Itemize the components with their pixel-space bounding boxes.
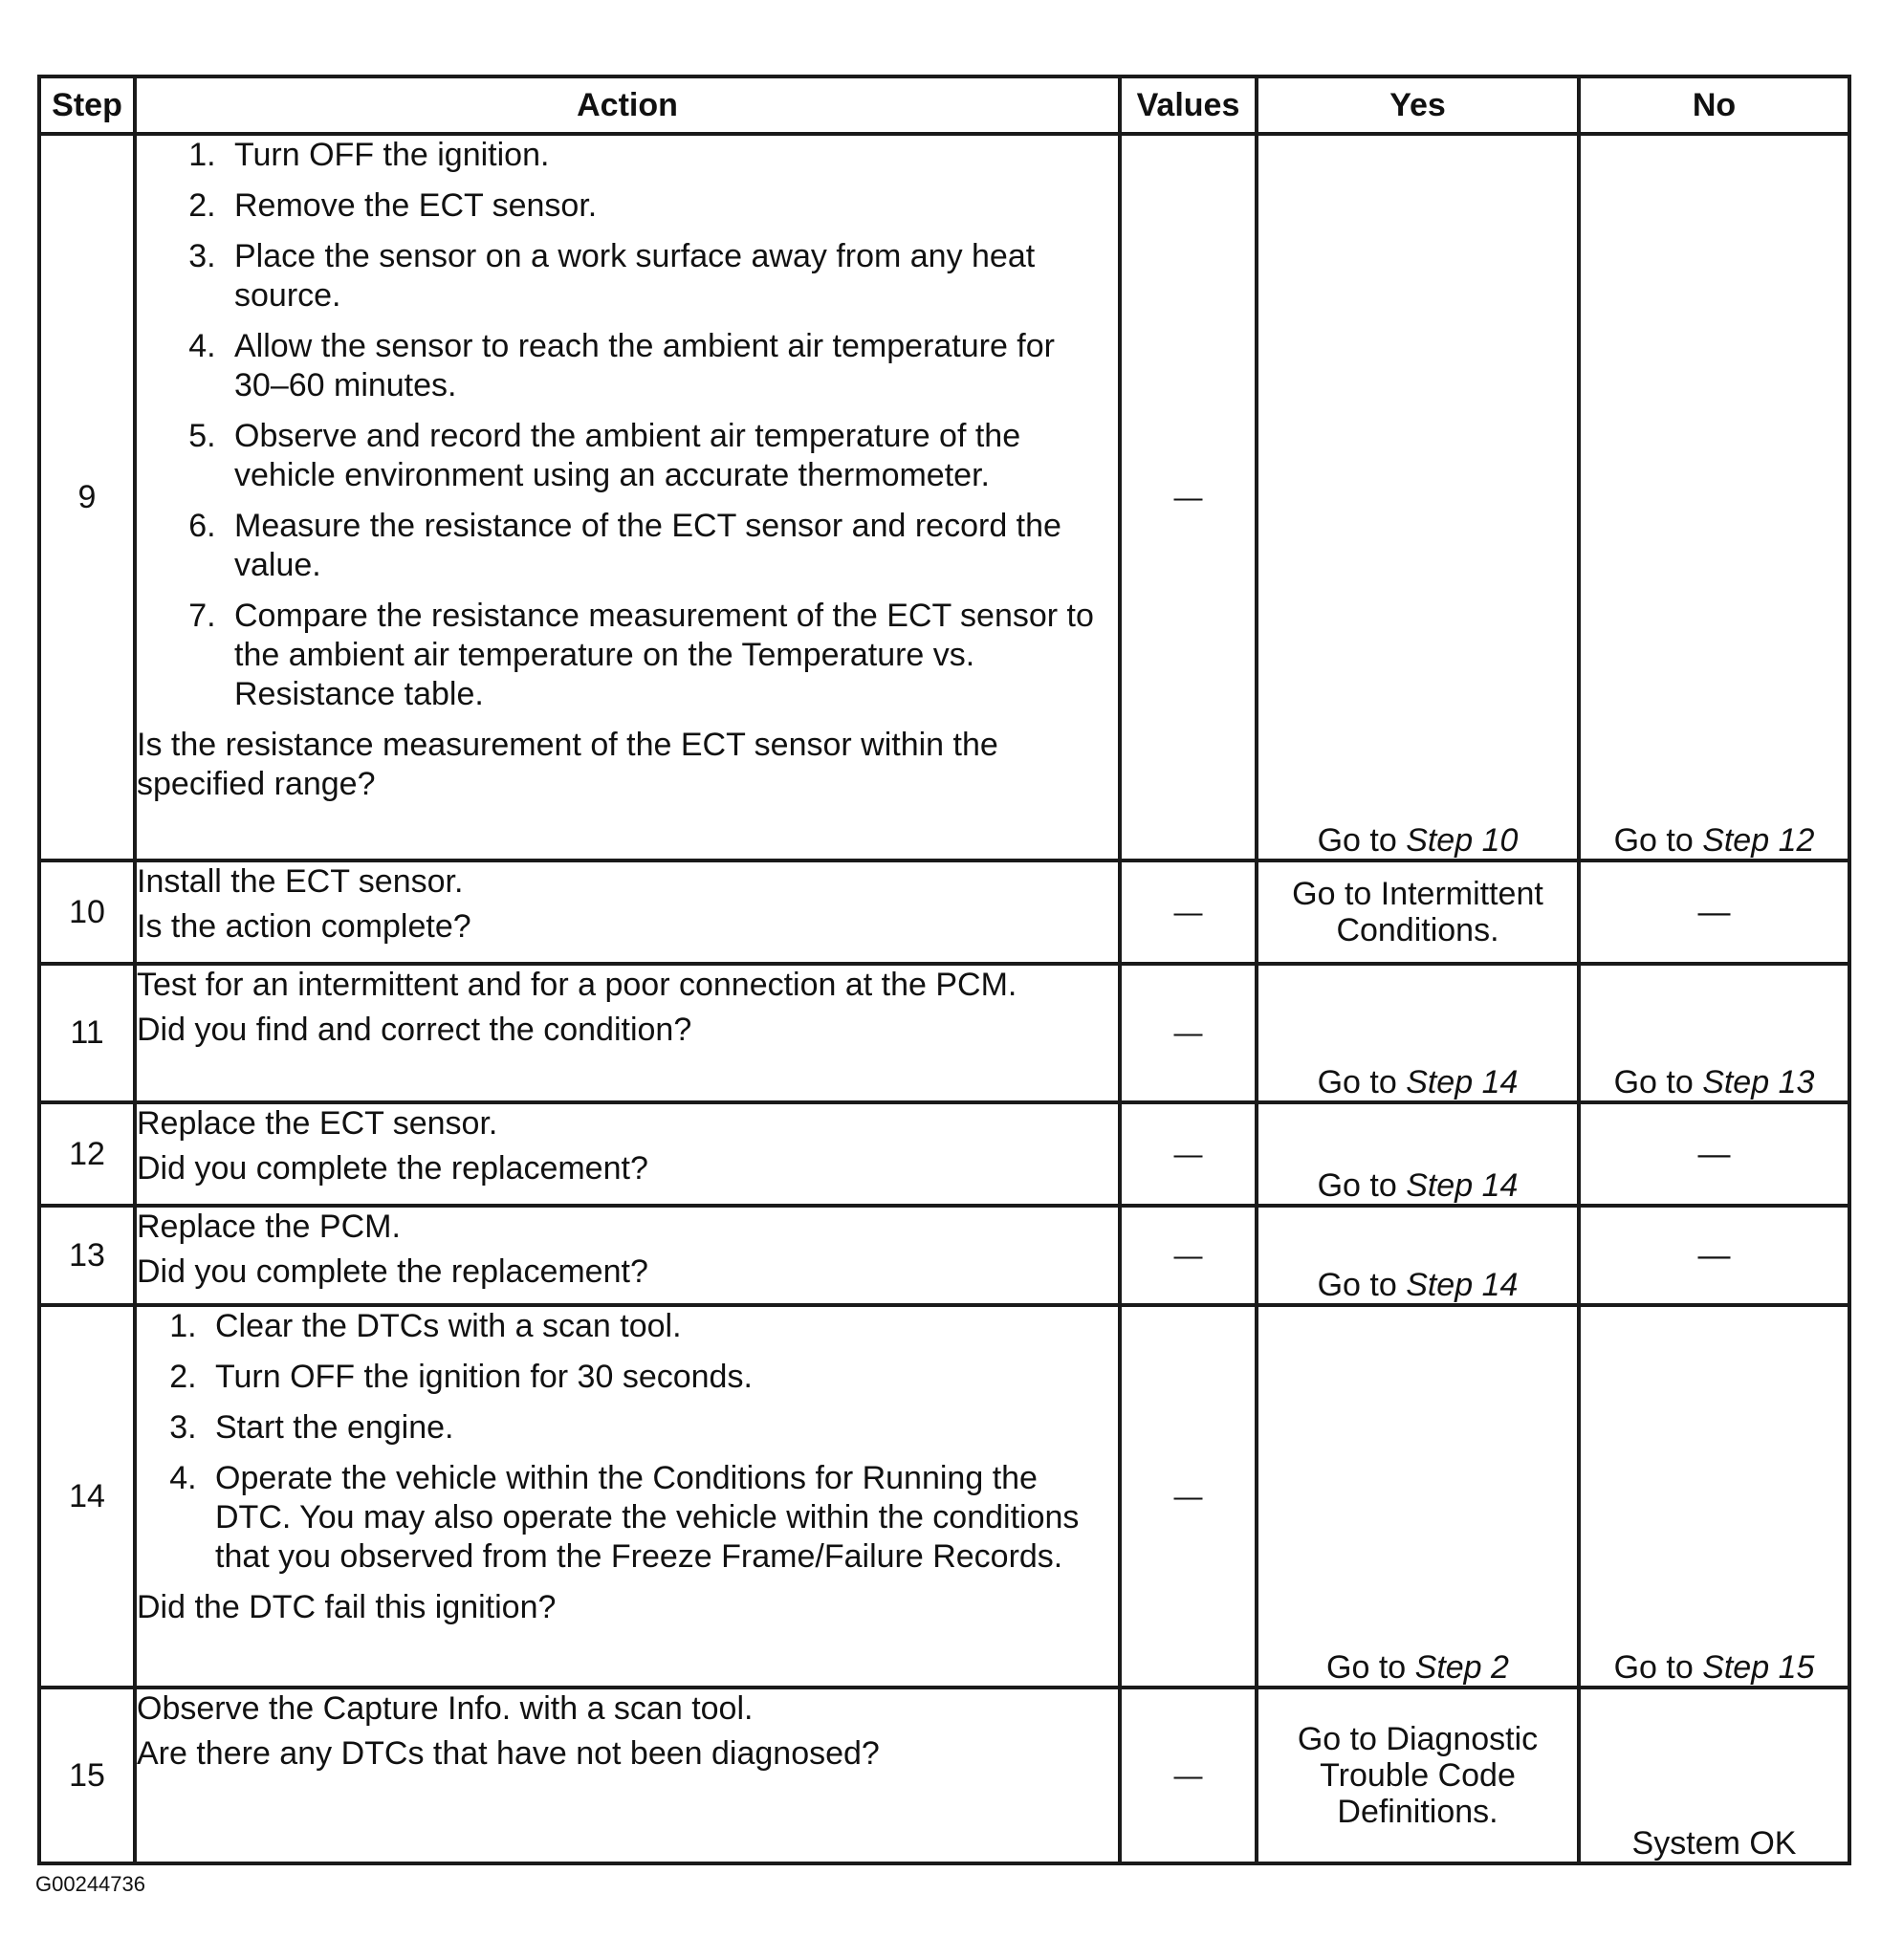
action-text: Test for an intermittent and for a poor connection at the PCM. [137, 967, 1017, 1003]
no-cell: System OK [1579, 1688, 1849, 1863]
step-reference: Step 15 [1702, 1649, 1815, 1686]
table-row [39, 860, 1849, 964]
go-to-prefix: Go to [1613, 1064, 1703, 1100]
question: Did you complete the replacement? [137, 1253, 648, 1290]
go-to-prefix: Go to [1326, 1649, 1415, 1686]
step-reference: Step 14 [1406, 1064, 1519, 1100]
table-row [39, 134, 1849, 860]
list-item: 1. Turn OFF the ignition. [225, 136, 1118, 175]
list-item: 6. Measure the resistance of the ECT sensor and record the value. [225, 507, 1118, 585]
no-cell: — [1579, 1206, 1849, 1305]
step-reference: Step 14 [1406, 1167, 1519, 1204]
table-row [39, 1206, 1849, 1305]
list-item: 1. Clear the DTCs with a scan tool. [206, 1307, 1118, 1346]
yes-cell [1257, 1102, 1579, 1206]
no-cell [1579, 964, 1849, 1102]
header-values: Values [1120, 76, 1257, 134]
action-text: Observe the Capture Info. with a scan tool. [137, 1690, 754, 1727]
question: Is the action complete? [137, 908, 471, 945]
yes-cell: Go to Intermittent Conditions. [1257, 860, 1579, 964]
list-item: 7. Compare the resistance measurement of the ECT sensor to the ambient air temperature on the Temperature vs. Resistance table. [225, 597, 1118, 714]
step-number: 14 [39, 1305, 135, 1688]
question: Are there any DTCs that have not been diagnosed? [137, 1735, 880, 1772]
question: Did you find and correct the condition? [137, 1012, 692, 1048]
values-cell: — [1120, 964, 1257, 1102]
no-cell [1579, 1305, 1849, 1688]
values-cell: — [1120, 1102, 1257, 1206]
table-row [39, 964, 1849, 1102]
yes-cell [1257, 1206, 1579, 1305]
header-step: Step [39, 76, 135, 134]
no-cell: — [1579, 860, 1849, 964]
figure-id: G00244736 [35, 1872, 145, 1896]
values-cell: — [1120, 134, 1257, 860]
go-to-prefix: Go to [1317, 822, 1407, 859]
yes-cell [1257, 964, 1579, 1102]
list-item: 2. Remove the ECT sensor. [225, 186, 1118, 226]
action-cell [135, 964, 1120, 1102]
yes-cell [1257, 1305, 1579, 1688]
step-reference: Step 13 [1702, 1064, 1815, 1100]
go-to-prefix: Go to [1317, 1064, 1407, 1100]
header-row [39, 76, 1849, 134]
yes-cell [1257, 134, 1579, 860]
procedure-list [137, 1307, 1118, 1577]
step-reference: Step 10 [1406, 822, 1519, 859]
yes-cell: Go to Diagnostic Trouble Code Definitions. [1257, 1688, 1579, 1863]
no-cell [1579, 134, 1849, 860]
diagnostic-table [37, 75, 1851, 1865]
list-item: 3. Place the sensor on a work surface away from any heat source. [225, 237, 1118, 316]
values-cell: — [1120, 1688, 1257, 1863]
table-row [39, 1305, 1849, 1688]
step-number: 11 [39, 964, 135, 1102]
no-cell: — [1579, 1102, 1849, 1206]
step-reference: Step 12 [1702, 822, 1815, 859]
question: Did you complete the replacement? [137, 1150, 648, 1187]
action-cell [135, 1206, 1120, 1305]
action-cell [135, 134, 1120, 860]
step-reference: Step 2 [1414, 1649, 1509, 1686]
table-row [39, 1102, 1849, 1206]
step-number: 13 [39, 1206, 135, 1305]
action-cell [135, 1688, 1120, 1863]
list-item: 4. Allow the sensor to reach the ambient air temperature for 30–60 minutes. [225, 327, 1118, 405]
action-text: Replace the PCM. [137, 1209, 401, 1245]
action-text: Install the ECT sensor. [137, 863, 464, 900]
list-item: 4. Operate the vehicle within the Conditions for Running the DTC. You may also operate the vehicle within the conditions that you observed from the Freeze Frame/Failure Records. [206, 1459, 1118, 1577]
action-text: Replace the ECT sensor. [137, 1105, 498, 1142]
action-cell [135, 860, 1120, 964]
table-row [39, 1688, 1849, 1863]
header-no: No [1579, 76, 1849, 134]
step-number: 15 [39, 1688, 135, 1863]
action-cell [135, 1305, 1120, 1688]
header-yes: Yes [1257, 76, 1579, 134]
values-cell: — [1120, 1206, 1257, 1305]
go-to-prefix: Go to [1317, 1267, 1407, 1303]
procedure-list [137, 136, 1118, 714]
go-to-prefix: Go to [1613, 1649, 1703, 1686]
question: Is the resistance measurement of the ECT sensor within the specified range? [137, 727, 998, 802]
values-cell: — [1120, 860, 1257, 964]
values-cell: — [1120, 1305, 1257, 1688]
header-action: Action [135, 76, 1120, 134]
list-item: 2. Turn OFF the ignition for 30 seconds. [206, 1358, 1118, 1397]
question: Did the DTC fail this ignition? [137, 1589, 557, 1625]
step-number: 9 [39, 134, 135, 860]
step-number: 10 [39, 860, 135, 964]
action-cell [135, 1102, 1120, 1206]
list-item: 5. Observe and record the ambient air temperature of the vehicle environment using an accurate thermometer. [225, 417, 1118, 495]
go-to-prefix: Go to [1613, 822, 1703, 859]
go-to-prefix: Go to [1317, 1167, 1407, 1204]
list-item: 3. Start the engine. [206, 1408, 1118, 1448]
step-reference: Step 14 [1406, 1267, 1519, 1303]
step-number: 12 [39, 1102, 135, 1206]
